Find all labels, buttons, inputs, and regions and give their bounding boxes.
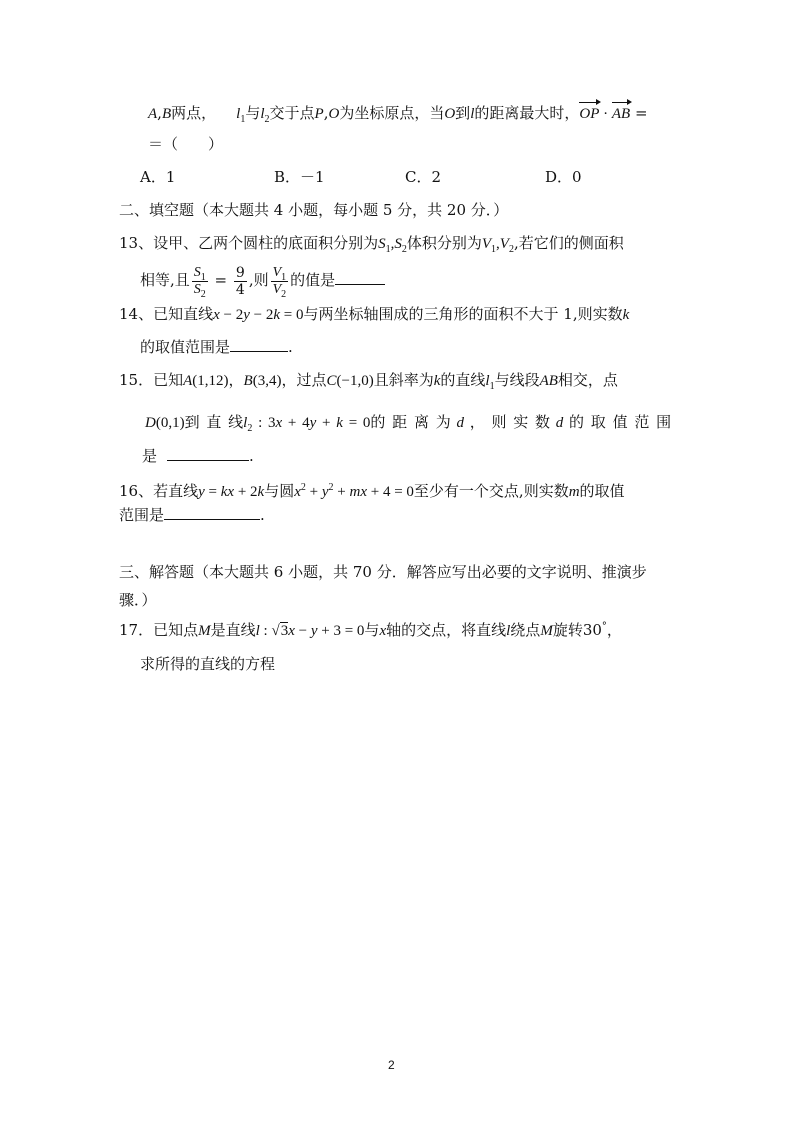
q12-text-1: 两点， <box>171 104 217 122</box>
math-o: O <box>444 106 456 122</box>
q16-line1: 16、若直线y = kx + 2k与圆$x^2 + y^2$ + mx + 4 = 0至少有一个交点,则实数m的取值 <box>119 482 625 500</box>
math-op-dot-ab: OP · AB <box>579 106 631 122</box>
q14-line2: 的取值范围是 . <box>140 338 293 356</box>
page-number: 2 <box>388 1058 395 1072</box>
q12-text-6: 的距离最大时， <box>474 104 580 122</box>
q14-line1: 14、已知直线x − 2y − 2k = 0与两坐标轴围成的三角形的面积不大于 1,则实数k <box>119 305 630 323</box>
math-ab: A <box>148 106 158 122</box>
math-l2-eq: $l_2$ : 3x + 4y + k = 0 <box>243 415 371 434</box>
q15-line2: D(0,1)到 直 线$l_2$ : 3x + 4y + k = 0的 距 离 为 d ， 则 实 数 d 的 取 值 范 围 <box>145 413 672 434</box>
section-3-heading-line2: 骤．） <box>119 591 157 609</box>
q16-answer-blank[interactable] <box>164 505 260 520</box>
math-point-b: B(3,4) <box>243 373 282 389</box>
math-v1v2: $V_1,V_2$ <box>481 236 514 255</box>
math-line-y-kx: y = kx + 2k <box>198 484 265 500</box>
q17-line2: 求所得的直线的方程 <box>140 655 276 673</box>
math-point-a: A(1,12) <box>183 373 229 389</box>
q13-answer-blank[interactable] <box>335 270 385 285</box>
q15-line3: 是 . <box>142 447 254 465</box>
math-30-degrees: 30° <box>582 621 607 639</box>
q12-text-5: 到 <box>455 104 471 122</box>
option-a: A．1 <box>140 168 176 186</box>
q13-line2: 相等,且 $\frac{S_1}{S_2}$ = $\frac{9}{4}$ ,则 $\frac{V_1}{V_2}$ 的值是 <box>140 262 385 298</box>
option-d: D．0 <box>545 168 582 186</box>
math-point-c: C(−1,0) <box>326 373 374 389</box>
fraction-v1-v2: $\frac{V_1}{V_2}$ <box>272 264 287 300</box>
q15-line1: 15．已知A(1,12)，B(3,4)，过点C(−1,0)且斜率为k的直线$l_1$与线段AB相交，点 <box>119 371 618 392</box>
q12-text-7: ＝（ ） <box>148 135 224 153</box>
q16-line2: 范围是 . <box>119 506 265 524</box>
q12-text-4: 为坐标原点，当 <box>339 104 445 122</box>
math-k: k <box>622 307 630 323</box>
math-l1: $l_1$ <box>485 373 495 392</box>
math-l1: $l_1$ <box>236 106 246 125</box>
q12-text-3: 交于点 <box>269 104 315 122</box>
math-line-eq: x − 2y − 2k = 0 <box>213 307 304 323</box>
q13-line1: 13、设甲、乙两个圆柱的底面积分别为$S_1,S_2$体积分别为$V_1,V_2$,若它们的侧面积 <box>119 234 624 255</box>
fraction-s1-s2: $\frac{S_1}{S_2}$ <box>193 264 206 300</box>
q12-line1: A,B两点， $l_1$与$l_2$交于点P,O为坐标原点，当O到l的距离最大时，OP · AB = <box>148 104 648 125</box>
math-po: P <box>314 106 324 122</box>
math-ab-segment: AB <box>539 373 558 389</box>
option-b: B．－1 <box>274 168 325 186</box>
math-s1s2: $S_1,S_2$ <box>378 236 407 255</box>
q15-answer-blank[interactable] <box>167 446 249 461</box>
math-circle-eq: $x^2 + y^2$ + mx + 4 = 0 <box>294 482 414 500</box>
math-point-d: D(0,1) <box>145 415 185 431</box>
q12-text-2: 与 <box>245 104 261 122</box>
math-line-l-eq: l : √3x − y + 3 = 0 <box>255 623 365 639</box>
section-3-heading-line1: 三、解答题（本大题共 6 小题，共 70 分．解答应写出必要的文字说明、推演步 <box>119 563 647 581</box>
q14-answer-blank[interactable] <box>230 337 288 352</box>
section-2-heading: 二、填空题（本大题共 4 小题，每小题 5 分，共 20 分．） <box>119 201 509 219</box>
fraction-9-4: $\frac{9}{4}$ <box>235 264 245 298</box>
math-l: l <box>470 106 475 122</box>
q17-line1: 17．已知点M是直线l : √3x − y + 3 = 0与x轴的交点，将直线l绕点M旋转30°， <box>119 621 622 639</box>
math-l2: $l_2$ <box>260 106 270 125</box>
option-c: C．2 <box>405 168 442 186</box>
q12-line2 <box>148 134 223 154</box>
